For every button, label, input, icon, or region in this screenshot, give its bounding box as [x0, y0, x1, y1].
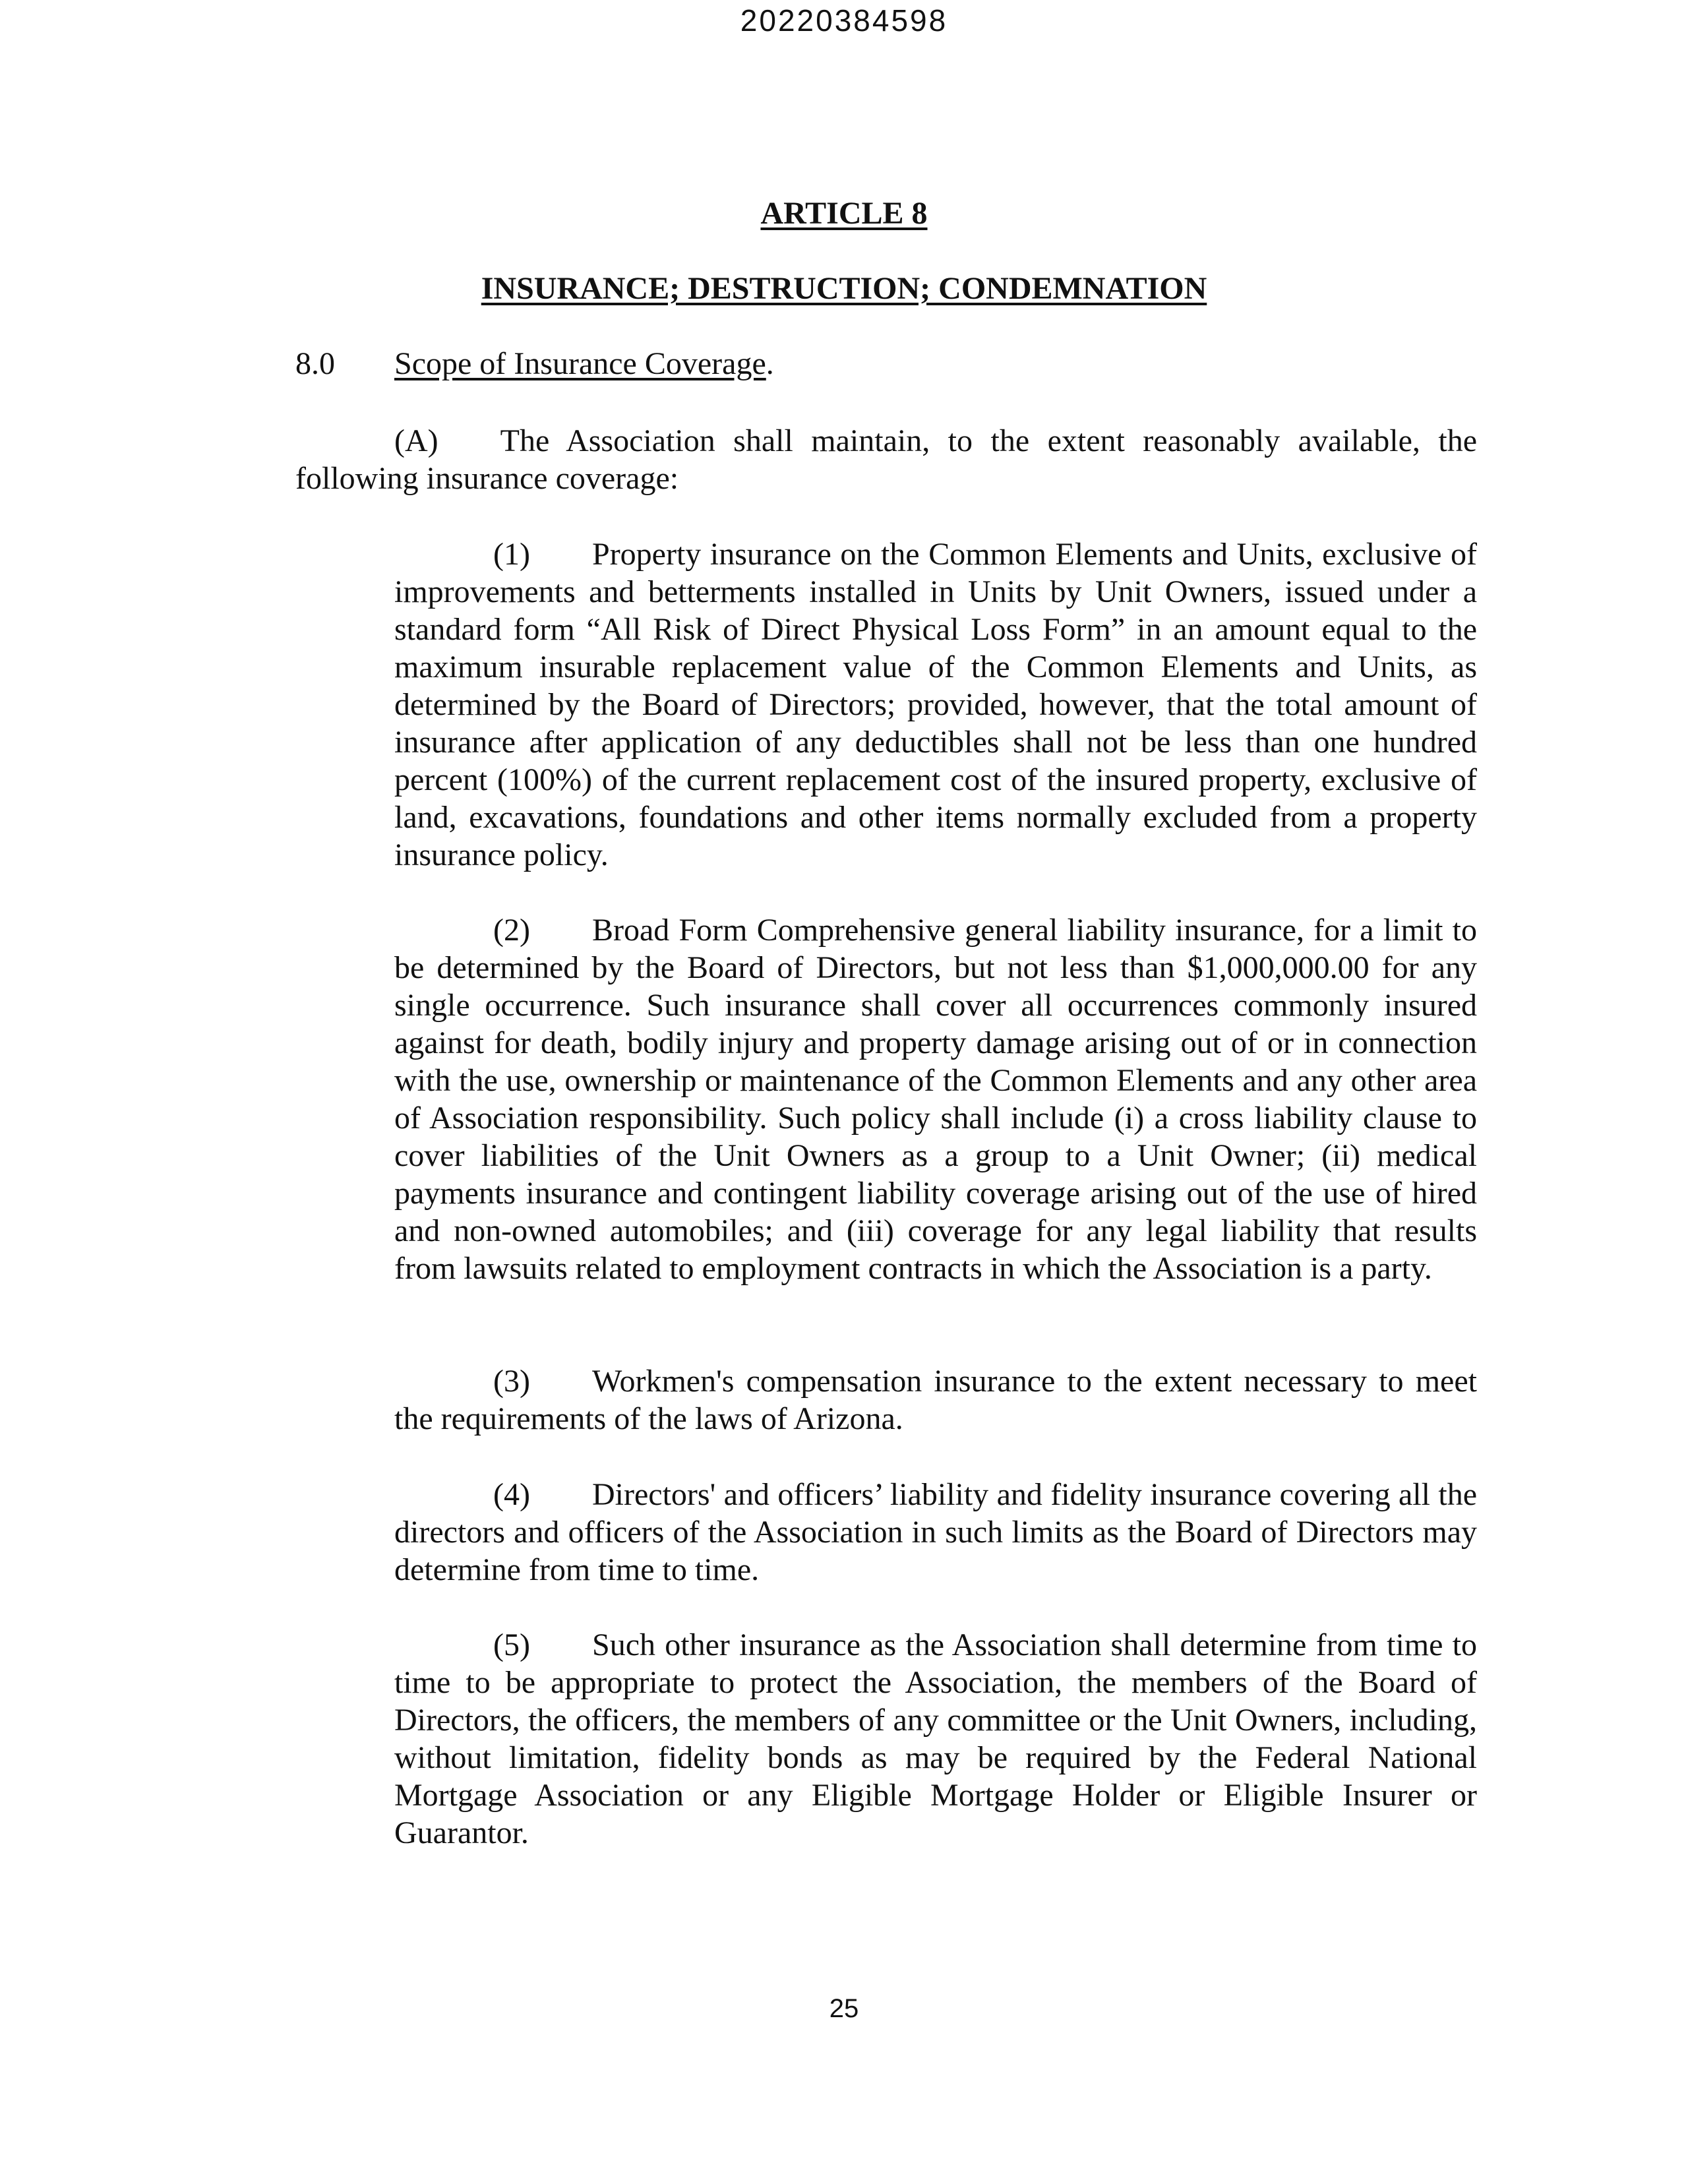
- paragraph-a-label: (A): [394, 423, 438, 458]
- coverage-item-3: [394, 1362, 1477, 1438]
- coverage-item-2: [394, 911, 1477, 1287]
- coverage-item-1: [394, 535, 1477, 874]
- coverage-item-5: [394, 1626, 1477, 1852]
- coverage-item-label: (1): [493, 537, 530, 572]
- coverage-item-text: Directors' and officers’ liability and fidelity insurance covering all the directors and officers of the Association in such limits as the Board of Directors may determine from time to time.: [394, 1477, 1477, 1587]
- coverage-item-label: (5): [493, 1627, 530, 1662]
- article-subtitle: INSURANCE; DESTRUCTION; CONDEMNATION: [481, 271, 1207, 306]
- coverage-item-4: [394, 1476, 1477, 1589]
- coverage-item-text: Such other insurance as the Association shall determine from time to time to be appropriate to protect the Association, the members of the Board of Directors, the officers, the members of any committee or the Unit Owners, including, without limitation, fidelity bonds as may be required by the Federal National Mortgage Association or any Eligible Mortgage Holder or Eligible Insurer or Guarantor.: [394, 1627, 1477, 1850]
- coverage-item-label: (3): [493, 1364, 530, 1399]
- paragraph-a: [295, 422, 1477, 497]
- article-title: ARTICLE 8: [760, 196, 928, 231]
- section-heading: [295, 346, 774, 382]
- coverage-item-label: (2): [493, 913, 530, 948]
- coverage-item-text: Property insurance on the Common Elements and Units, exclusive of improvements and betterments installed in Units by Unit Owners, issued under a standard form “All Risk of Direct Physical Loss Form” in an amount equal to the maximum insurable replacement value of the Common Elements and Units, as determined by the Board of Directors; provided, however, that the total amount of insurance after application of any deductibles shall not be less than one hundred percent (100%) of the current replacement cost of the insured property, exclusive of land, excavations, foundations and other items normally excluded from a property insurance policy.: [394, 537, 1477, 872]
- section-title: Scope of Insurance Coverage: [394, 346, 766, 381]
- section-number: 8.0: [295, 346, 335, 381]
- coverage-item-text: Broad Form Comprehensive general liability insurance, for a limit to be determined by the Board of Directors, but not less than $1,000,000.00 for any single occurrence. Such insurance shall cover all occurrences commonly insured against for death, bodily injury and property damage arising out of or in connection with the use, ownership or maintenance of the Common Elements and any other area of Association responsibility. Such policy shall include (i) a cross liability clause to cover liabilities of the Unit Owners as a group to a Unit Owner; (ii) medical payments insurance and contingent liability coverage arising out of the use of hired and non-owned automobiles; and (iii) coverage for any legal liability that results from lawsuits related to employment contracts in which the Association is a party.: [394, 913, 1477, 1286]
- paragraph-a-text: The Association shall maintain, to the extent reasonably available, the following insurance coverage:: [295, 423, 1477, 496]
- coverage-item-text: Workmen's compensation insurance to the extent necessary to meet the requirements of the laws of Arizona.: [394, 1364, 1477, 1436]
- section-title-suffix: .: [766, 346, 774, 381]
- document-number: 20220384598: [740, 3, 948, 38]
- page-number: 25: [829, 1994, 859, 2023]
- coverage-item-label: (4): [493, 1477, 530, 1512]
